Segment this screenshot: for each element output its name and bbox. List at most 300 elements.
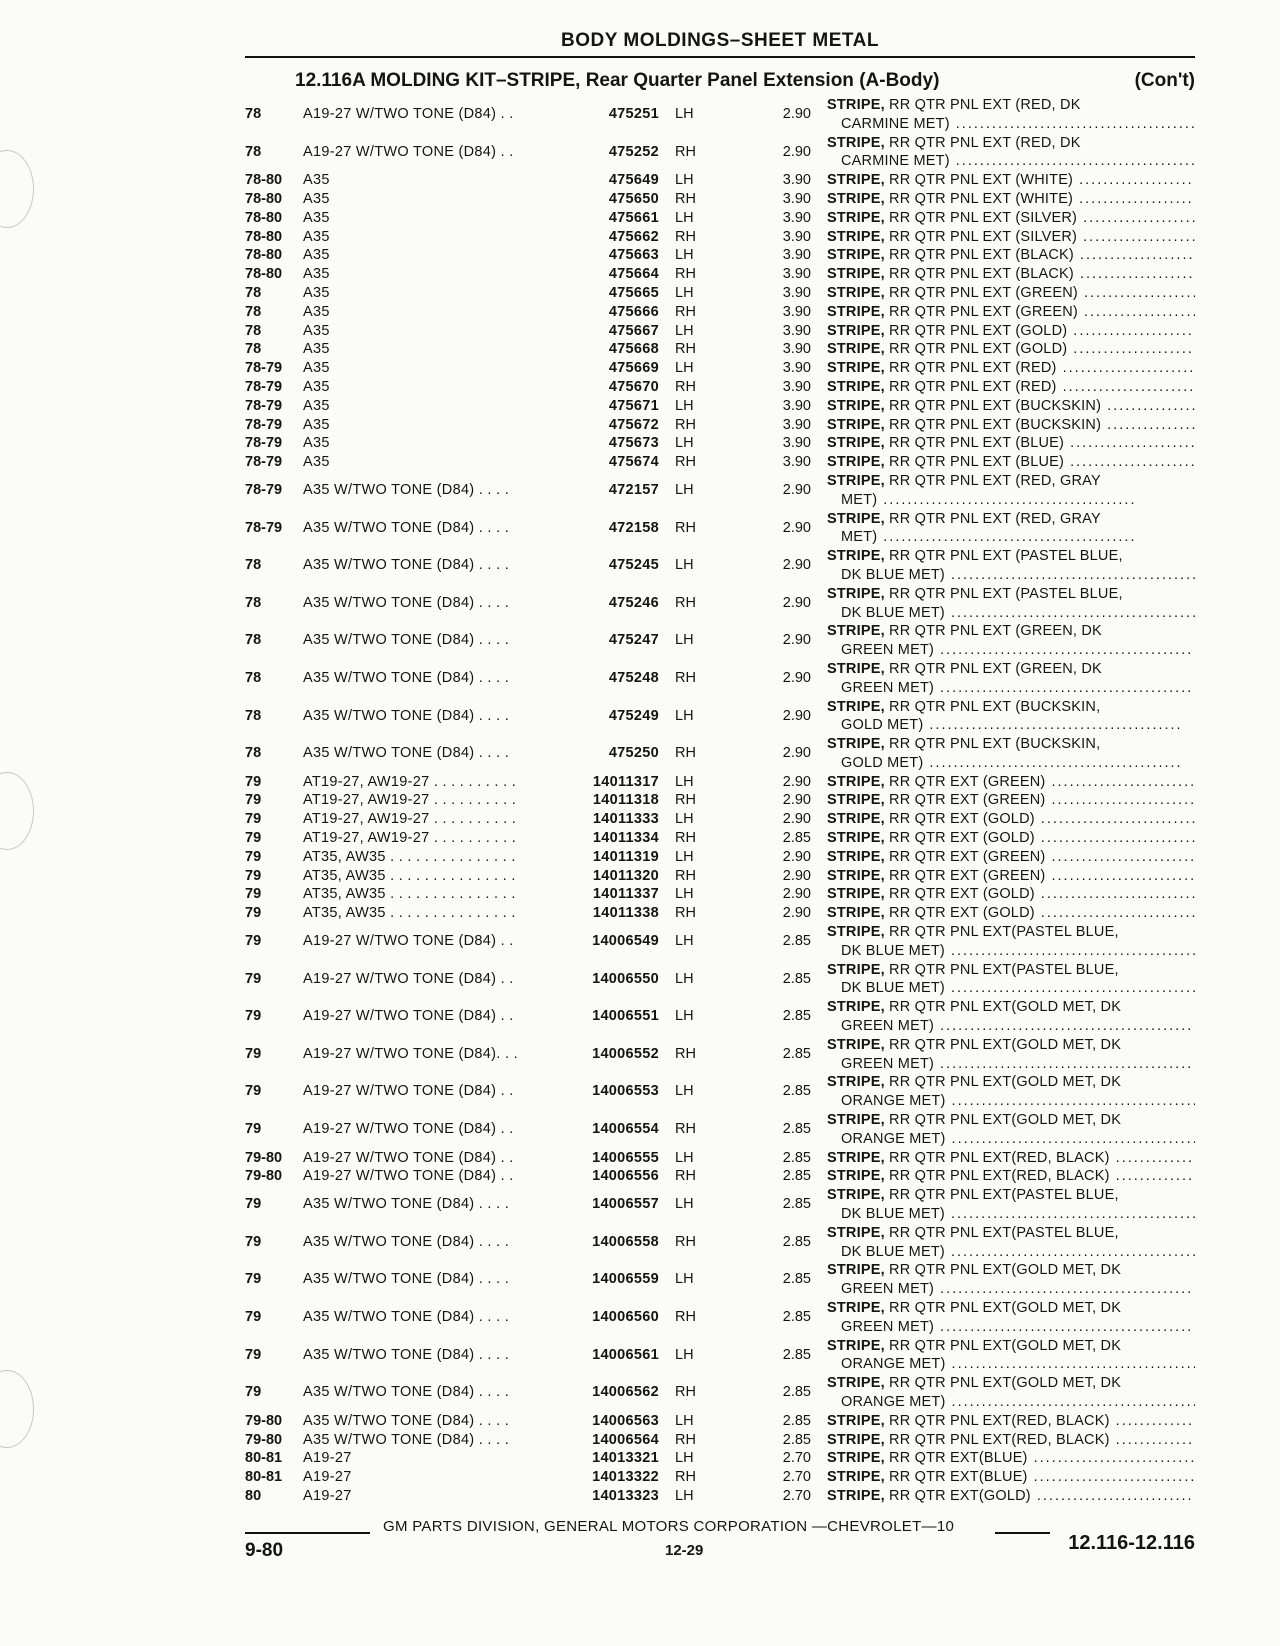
year-cell: 79-80	[245, 1431, 283, 1448]
table-row	[245, 848, 1195, 867]
description-cell	[827, 1167, 1195, 1186]
description-cell	[827, 1186, 1195, 1224]
model-cell: A19-27 W/TWO TONE (D84) . .	[303, 1008, 514, 1025]
part-number-cell: 14006560	[592, 1309, 659, 1325]
price-cell: 2.90	[782, 106, 811, 122]
year-cell: 78-79	[245, 435, 283, 452]
table-row	[245, 416, 1195, 435]
description-line-1: RR QTR PNL EXT (GOLD)	[889, 341, 1068, 358]
price-cell: 2.90	[782, 143, 811, 160]
year-cell: 78	[245, 303, 262, 320]
description-line-1: RR QTR PNL EXT(RED, BLACK)	[889, 1412, 1110, 1429]
side-cell: RH	[675, 867, 696, 884]
description-line-2: DK BLUE MET)	[841, 1243, 945, 1260]
table-row	[245, 1431, 1195, 1450]
description-line-2: MET)	[841, 529, 878, 546]
side-cell: RH	[675, 519, 696, 536]
year-cell: 79	[245, 1196, 262, 1213]
description-prefix: STRIPE,	[827, 247, 885, 264]
description-prefix: STRIPE,	[827, 1074, 885, 1091]
description-cell	[827, 359, 1195, 378]
part-number-cell: 14006552	[592, 1045, 659, 1062]
side-cell: RH	[675, 1384, 696, 1401]
page-header: BODY MOLDINGS–SHEET METAL	[561, 30, 879, 51]
side-cell: RH	[675, 1469, 696, 1486]
part-number-cell: 475664	[608, 266, 659, 283]
table-row	[245, 1412, 1195, 1431]
description-cell	[827, 322, 1195, 341]
year-cell: 79	[245, 1045, 262, 1062]
price-cell: 3.90	[782, 435, 811, 452]
year-cell: 78	[245, 745, 262, 762]
part-number-cell: 475673	[608, 435, 659, 452]
price-cell: 2.85	[782, 1384, 811, 1401]
table-row	[245, 622, 1195, 660]
description-line-1: RR QTR PNL EXT (BUCKSKIN)	[889, 397, 1102, 414]
description-line-2: ORANGE MET)	[841, 1393, 946, 1410]
description-line-1: RR QTR PNL EXT(PASTEL BLUE,	[889, 1187, 1119, 1204]
description-line-1: RR QTR PNL EXT (PASTEL BLUE,	[889, 548, 1123, 565]
price-cell: 2.90	[782, 519, 811, 536]
description-cell	[827, 228, 1195, 247]
model-cell: A35	[303, 247, 330, 264]
description-prefix: STRIPE,	[827, 1487, 885, 1504]
description-line-1: RR QTR PNL EXT(PASTEL BLUE,	[889, 924, 1119, 941]
description-line-1: RR QTR EXT (GOLD)	[889, 811, 1035, 828]
side-cell: RH	[675, 669, 696, 686]
side-cell: LH	[675, 632, 694, 649]
part-number-cell: 472158	[608, 519, 659, 536]
model-cell: A35	[303, 378, 330, 395]
price-cell: 2.90	[782, 481, 811, 498]
model-cell: A35 W/TWO TONE (D84) . . . .	[303, 1309, 510, 1325]
description-line-2: GREEN MET)	[841, 1055, 935, 1072]
table-row	[245, 735, 1195, 773]
description-prefix: STRIPE,	[827, 961, 885, 978]
description-cell	[827, 303, 1195, 322]
table-row	[245, 773, 1195, 792]
description-prefix: STRIPE,	[827, 830, 885, 847]
year-cell: 79	[245, 970, 262, 987]
table-row	[245, 228, 1195, 247]
year-cell: 78-80	[245, 266, 283, 283]
year-cell: 78-79	[245, 397, 283, 414]
year-cell: 78	[245, 594, 262, 611]
year-cell: 78	[245, 669, 262, 686]
model-cell: A19-27 W/TWO TONE (D84) . .	[303, 1168, 514, 1185]
table-row	[245, 998, 1195, 1036]
table-row	[245, 1261, 1195, 1299]
price-cell: 2.90	[782, 848, 811, 865]
description-prefix: STRIPE,	[827, 1375, 885, 1392]
description-prefix: STRIPE,	[827, 585, 885, 602]
description-line-2: GOLD MET)	[841, 717, 924, 734]
description-line-1: RR QTR PNL EXT(RED, BLACK)	[889, 1431, 1110, 1448]
description-line-2: ORANGE MET)	[841, 1130, 946, 1147]
description-line-1: RR QTR PNL EXT (BUCKSKIN,	[889, 736, 1101, 753]
model-cell: A35 W/TWO TONE (D84) . . . .	[303, 745, 510, 762]
side-cell: LH	[675, 106, 694, 122]
description-line-1: RR QTR PNL EXT (GOLD)	[889, 322, 1068, 339]
part-number-cell: 475669	[608, 360, 659, 377]
side-cell: LH	[675, 1083, 694, 1100]
description-cell	[827, 923, 1195, 961]
description-line-1: RR QTR PNL EXT (BUCKSKIN,	[889, 698, 1101, 715]
model-cell: A35 W/TWO TONE (D84) . . . .	[303, 632, 510, 649]
parts-table	[245, 96, 1195, 1506]
part-number-cell: 14011337	[592, 886, 659, 903]
part-number-cell: 475667	[608, 322, 659, 339]
side-cell: RH	[675, 1233, 696, 1250]
table-row	[245, 1468, 1195, 1487]
description-line-1: RR QTR PNL EXT(RED, BLACK)	[889, 1149, 1110, 1166]
table-row	[245, 171, 1195, 190]
table-row	[245, 791, 1195, 810]
year-cell: 78	[245, 284, 262, 301]
model-cell: A35 W/TWO TONE (D84) . . . .	[303, 1271, 510, 1288]
part-number-cell: 14006557	[592, 1196, 659, 1213]
model-cell: A35	[303, 454, 330, 471]
part-number-cell: 475663	[608, 247, 659, 264]
model-cell: AT19-27, AW19-27 . . . . . . . . . .	[303, 773, 517, 790]
description-line-2: ORANGE MET)	[841, 1093, 946, 1110]
price-cell: 3.90	[782, 378, 811, 395]
part-number-cell: 14006564	[592, 1431, 659, 1448]
description-prefix: STRIPE,	[827, 924, 885, 941]
model-cell: AT35, AW35 . . . . . . . . . . . . . . .	[303, 886, 516, 903]
description-prefix: STRIPE,	[827, 1187, 885, 1204]
year-cell: 79	[245, 1121, 262, 1138]
footer-page-number: 12-29	[665, 1542, 704, 1559]
table-row	[245, 397, 1195, 416]
table-row	[245, 322, 1195, 341]
description-line-1: RR QTR PNL EXT (RED)	[889, 360, 1057, 377]
description-prefix: STRIPE,	[827, 886, 885, 903]
description-prefix: STRIPE,	[827, 1412, 885, 1429]
description-prefix: STRIPE,	[827, 905, 885, 922]
model-cell: A19-27 W/TWO TONE (D84). . .	[303, 1045, 518, 1062]
side-cell: LH	[675, 284, 694, 301]
price-cell: 3.90	[782, 228, 811, 245]
part-number-cell: 14011319	[592, 848, 659, 865]
price-cell: 2.70	[782, 1487, 811, 1504]
year-cell: 79-80	[245, 1149, 283, 1166]
model-cell: AT19-27, AW19-27 . . . . . . . . . .	[303, 830, 517, 847]
side-cell: LH	[675, 1487, 694, 1504]
model-cell: A19-27 W/TWO TONE (D84) . .	[303, 1149, 514, 1166]
price-cell: 2.85	[782, 1149, 811, 1166]
year-cell: 78-79	[245, 481, 283, 498]
side-cell: LH	[675, 1412, 694, 1429]
table-row	[245, 1224, 1195, 1262]
description-prefix: STRIPE,	[827, 1337, 885, 1354]
description-line-2: DK BLUE MET)	[841, 942, 945, 959]
description-cell	[827, 660, 1195, 698]
description-cell	[827, 1468, 1195, 1487]
description-cell	[827, 547, 1195, 585]
part-number-cell: 475671	[608, 397, 659, 414]
model-cell: A35	[303, 416, 330, 433]
description-line-1: RR QTR PNL EXT (RED, GRAY	[889, 472, 1101, 489]
description-prefix: STRIPE,	[827, 867, 885, 884]
price-cell: 3.90	[782, 322, 811, 339]
description-line-2: ORANGE MET)	[841, 1356, 946, 1373]
side-cell: RH	[675, 792, 696, 809]
part-number-cell: 14011338	[592, 905, 659, 922]
description-cell	[827, 1374, 1195, 1412]
part-number-cell: 475650	[608, 190, 659, 207]
price-cell: 2.90	[782, 811, 811, 828]
year-cell: 79	[245, 1233, 262, 1250]
table-row	[245, 246, 1195, 265]
part-number-cell: 14006554	[592, 1121, 659, 1138]
table-row	[245, 547, 1195, 585]
model-cell: A19-27 W/TWO TONE (D84) . .	[303, 970, 514, 987]
section-title-text: 12.116A MOLDING KIT–STRIPE, Rear Quarter Panel Extension (A-Body)	[295, 70, 940, 91]
description-cell	[827, 1149, 1195, 1168]
footer-rule-left	[245, 1532, 370, 1534]
model-cell: A35	[303, 284, 330, 301]
price-cell: 3.90	[782, 303, 811, 320]
part-number-cell: 475649	[608, 172, 659, 189]
price-cell: 3.90	[782, 266, 811, 283]
description-prefix: STRIPE,	[827, 1450, 885, 1467]
description-cell	[827, 585, 1195, 623]
part-number-cell: 475662	[608, 228, 659, 245]
side-cell: LH	[675, 481, 694, 498]
description-line-2: MET)	[841, 491, 878, 508]
year-cell: 79	[245, 905, 262, 922]
model-cell: A35 W/TWO TONE (D84) . . . .	[303, 1431, 510, 1448]
description-prefix: STRIPE,	[827, 1431, 885, 1448]
year-cell: 79-80	[245, 1412, 283, 1429]
side-cell: RH	[675, 594, 696, 611]
side-cell: RH	[675, 1168, 696, 1185]
table-row	[245, 1487, 1195, 1506]
side-cell: LH	[675, 322, 694, 339]
description-line-2: CARMINE MET)	[841, 115, 950, 132]
year-cell: 78-80	[245, 190, 283, 207]
description-prefix: STRIPE,	[827, 303, 885, 320]
description-line-1: RR QTR PNL EXT(GOLD MET, DK	[889, 1112, 1122, 1129]
description-line-1: RR QTR PNL EXT(GOLD MET, DK	[889, 1036, 1122, 1053]
description-line-1: RR QTR EXT (GREEN)	[889, 792, 1046, 809]
side-cell: LH	[675, 435, 694, 452]
year-cell: 78-80	[245, 228, 283, 245]
year-cell: 79	[245, 811, 262, 828]
description-line-2: GREEN MET)	[841, 1018, 935, 1035]
side-cell: LH	[675, 557, 694, 574]
part-number-cell: 475246	[608, 594, 659, 611]
year-cell: 78	[245, 707, 262, 724]
description-cell	[827, 961, 1195, 999]
price-cell: 2.85	[782, 933, 811, 950]
description-prefix: STRIPE,	[827, 435, 885, 452]
year-cell: 78-80	[245, 209, 283, 226]
description-line-1: RR QTR EXT(GOLD)	[889, 1487, 1031, 1504]
description-line-1: RR QTR PNL EXT(GOLD MET, DK	[889, 1262, 1122, 1279]
description-prefix: STRIPE,	[827, 623, 885, 640]
description-cell	[827, 773, 1195, 792]
description-cell	[827, 378, 1195, 397]
table-row	[245, 1374, 1195, 1412]
part-number-cell: 14006563	[592, 1412, 659, 1429]
model-cell: A35 W/TWO TONE (D84) . . . .	[303, 594, 510, 611]
price-cell: 2.85	[782, 1431, 811, 1448]
footer-date: 9-80	[245, 1540, 284, 1561]
model-cell: A19-27 W/TWO TONE (D84) . .	[303, 106, 514, 122]
description-line-1: RR QTR EXT (GREEN)	[889, 867, 1046, 884]
side-cell: RH	[675, 266, 696, 283]
description-prefix: STRIPE,	[827, 736, 885, 753]
description-prefix: STRIPE,	[827, 1224, 885, 1241]
price-cell: 2.85	[782, 1196, 811, 1213]
part-number-cell: 475668	[608, 341, 659, 358]
footer-rule-right	[995, 1532, 1050, 1534]
price-cell: 3.90	[782, 360, 811, 377]
part-number-cell: 14011320	[592, 867, 659, 884]
punch-hole-top	[0, 150, 34, 228]
price-cell: 2.85	[782, 970, 811, 987]
year-cell: 79	[245, 1271, 262, 1288]
table-row	[245, 340, 1195, 359]
part-number-cell: 14011318	[592, 792, 659, 809]
table-row	[245, 1337, 1195, 1375]
table-row	[245, 1299, 1195, 1337]
part-number-cell: 14011333	[592, 811, 659, 828]
side-cell: RH	[675, 1309, 696, 1325]
model-cell: AT35, AW35 . . . . . . . . . . . . . . .	[303, 867, 516, 884]
model-cell: A35	[303, 341, 330, 358]
side-cell: LH	[675, 773, 694, 790]
part-number-cell: 14011317	[592, 773, 659, 790]
part-number-cell: 14006559	[592, 1271, 659, 1288]
header-rule	[245, 56, 1195, 58]
price-cell: 3.90	[782, 416, 811, 433]
part-number-cell: 14011334	[592, 830, 659, 847]
description-prefix: STRIPE,	[827, 228, 885, 245]
description-line-2: DK BLUE MET)	[841, 980, 945, 997]
description-prefix: STRIPE,	[827, 999, 885, 1016]
part-number-cell: 475661	[608, 209, 659, 226]
description-cell	[827, 1337, 1195, 1375]
description-line-1: RR QTR PNL EXT (RED, GRAY	[889, 510, 1101, 527]
model-cell: AT19-27, AW19-27 . . . . . . . . . .	[303, 811, 517, 828]
year-cell: 80-81	[245, 1469, 283, 1486]
description-cell	[827, 134, 1195, 172]
description-cell	[827, 416, 1195, 435]
model-cell: AT35, AW35 . . . . . . . . . . . . . . .	[303, 848, 516, 865]
description-cell	[827, 1073, 1195, 1111]
table-row	[245, 829, 1195, 848]
side-cell: LH	[675, 1271, 694, 1288]
footer-group-range: 12.116-12.116	[1068, 1532, 1195, 1554]
model-cell: A35 W/TWO TONE (D84) . . . .	[303, 1384, 510, 1401]
description-line-1: RR QTR PNL EXT (PASTEL BLUE,	[889, 585, 1123, 602]
description-prefix: STRIPE,	[827, 172, 885, 189]
description-line-1: RR QTR PNL EXT (BLACK)	[889, 266, 1074, 283]
part-number-cell: 475250	[608, 745, 659, 762]
table-row	[245, 867, 1195, 886]
price-cell: 3.90	[782, 209, 811, 226]
model-cell: A19-27 W/TWO TONE (D84) . .	[303, 1121, 514, 1138]
description-cell	[827, 622, 1195, 660]
side-cell: LH	[675, 933, 694, 950]
description-cell	[827, 1449, 1195, 1468]
table-row	[245, 359, 1195, 378]
part-number-cell: 475248	[608, 669, 659, 686]
description-prefix: STRIPE,	[827, 454, 885, 471]
table-row	[245, 1036, 1195, 1074]
year-cell: 78	[245, 632, 262, 649]
part-number-cell: 475665	[608, 284, 659, 301]
year-cell: 79	[245, 1309, 262, 1325]
description-line-1: RR QTR EXT (GREEN)	[889, 848, 1046, 865]
side-cell: RH	[675, 341, 696, 358]
description-prefix: STRIPE,	[827, 97, 885, 113]
table-row	[245, 1073, 1195, 1111]
price-cell: 2.90	[782, 707, 811, 724]
side-cell: RH	[675, 143, 696, 160]
side-cell: LH	[675, 247, 694, 264]
table-row	[245, 585, 1195, 623]
model-cell: A35 W/TWO TONE (D84) . . . .	[303, 1196, 510, 1213]
description-line-1: RR QTR EXT(BLUE)	[889, 1469, 1028, 1486]
table-row	[245, 904, 1195, 923]
model-cell: A35	[303, 303, 330, 320]
part-number-cell: 14006562	[592, 1384, 659, 1401]
description-prefix: STRIPE,	[827, 773, 885, 790]
part-number-cell: 475252	[608, 143, 659, 160]
price-cell: 2.90	[782, 745, 811, 762]
side-cell: RH	[675, 190, 696, 207]
price-cell: 2.85	[782, 1121, 811, 1138]
description-prefix: STRIPE,	[827, 134, 885, 151]
description-line-1: RR QTR EXT (GOLD)	[889, 886, 1035, 903]
side-cell: LH	[675, 1008, 694, 1025]
model-cell: A35 W/TWO TONE (D84) . . . .	[303, 1346, 510, 1363]
model-cell: A35	[303, 397, 330, 414]
part-number-cell: 475245	[608, 557, 659, 574]
year-cell: 78	[245, 341, 262, 358]
description-line-1: RR QTR PNL EXT(GOLD MET, DK	[889, 1375, 1122, 1392]
description-line-1: RR QTR EXT (GOLD)	[889, 905, 1035, 922]
model-cell: A35	[303, 209, 330, 226]
year-cell: 80	[245, 1487, 262, 1504]
part-number-cell: 472157	[608, 481, 659, 498]
description-cell	[827, 1299, 1195, 1337]
punch-hole-middle	[0, 772, 34, 850]
table-row	[245, 1186, 1195, 1224]
description-prefix: STRIPE,	[827, 510, 885, 527]
table-row	[245, 961, 1195, 999]
description-prefix: STRIPE,	[827, 1036, 885, 1053]
table-row	[245, 284, 1195, 303]
year-cell: 78-79	[245, 378, 283, 395]
part-number-cell: 14006561	[592, 1346, 659, 1363]
description-line-1: RR QTR EXT(BLUE)	[889, 1450, 1028, 1467]
description-cell	[827, 810, 1195, 829]
description-cell	[827, 1224, 1195, 1262]
description-line-1: RR QTR PNL EXT (BLUE)	[889, 435, 1065, 452]
model-cell: AT35, AW35 . . . . . . . . . . . . . . .	[303, 905, 516, 922]
description-prefix: STRIPE,	[827, 1168, 885, 1185]
model-cell: A35 W/TWO TONE (D84) . . . .	[303, 557, 510, 574]
side-cell: LH	[675, 360, 694, 377]
table-row	[245, 698, 1195, 736]
table-row	[245, 1449, 1195, 1468]
side-cell: RH	[675, 1431, 696, 1448]
